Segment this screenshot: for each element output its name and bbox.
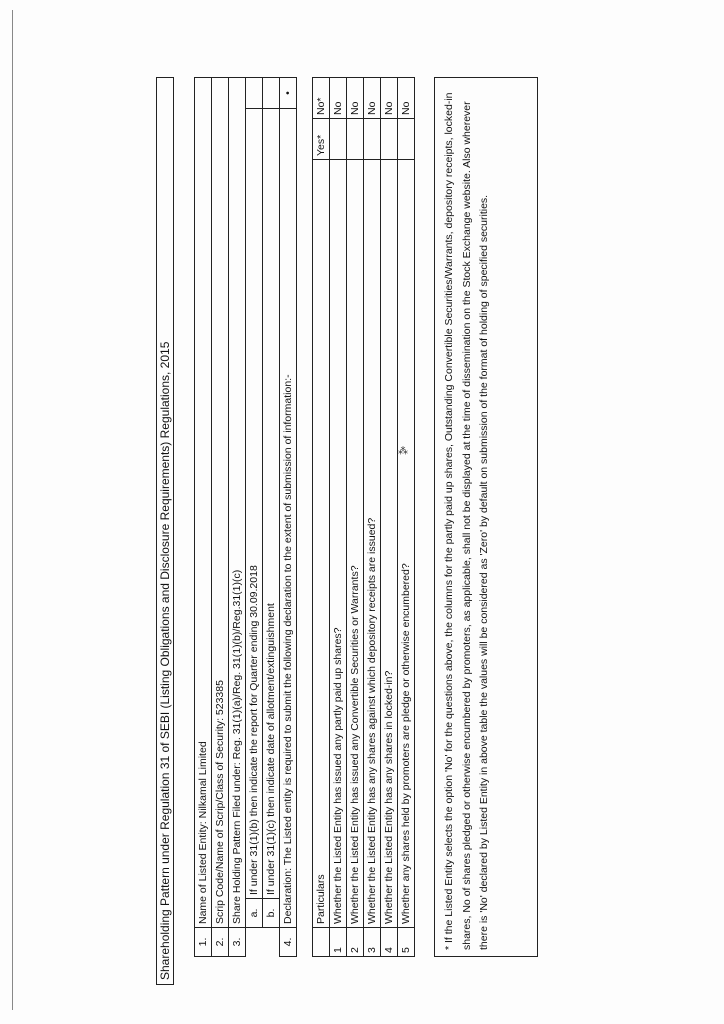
entity-info-table [194,77,297,957]
no-cell: No [381,78,398,119]
yes-cell [330,119,347,160]
yes-header: Yes* [313,119,330,160]
question-number: 5 [398,928,415,957]
no-cell: No [398,78,415,119]
row-number: 1. [195,928,212,957]
question-text: Whether the Listed Entity has issued any Convertible Securities or Warrants? [347,160,364,928]
no-cell: No [364,78,381,119]
table-row [212,78,229,957]
table-row [381,78,398,957]
question-text: Whether any shares held by promoters are pledge or otherwise encumbered? [398,160,415,928]
declaration-text: Declaration: The Listed entity is required to submit the following declaration to the extent of submission of information:- [280,109,297,928]
question-number: 4 [381,928,398,957]
subrow-label: b. [263,899,280,928]
row-number: 4. [280,928,297,957]
particulars-header: Particulars [313,160,330,928]
yes-cell [398,119,415,160]
question-text: Whether the Listed Entity has any shares against which depository receipts are issued? [364,160,381,928]
yes-cell [347,119,364,160]
punch-mark: ⁂ [398,446,408,457]
question-text: Whether the Listed Entity has issued any partly paid up shares? [330,160,347,928]
row-text: Name of Listed Entity: Nilkamal Limited [195,78,212,928]
question-number: 2 [347,928,364,957]
no-header: No* [313,78,330,119]
subrow-text: If under 31(1)(c) then indicate date of allotment/extinguishment [263,109,280,899]
question-number: 3 [364,928,381,957]
table-row [364,78,381,957]
table-row [246,78,263,957]
table-row [330,78,347,957]
page-title: Shareholding Pattern under Regulation 31 of SEBI (Listing Obligations and Disclosure Requirements) Regulations, 2015 [156,77,174,985]
table-row [263,78,280,957]
row-number: 3. [229,928,246,957]
table-row [398,78,415,957]
scan-edge-line [12,10,13,1010]
row-text: Scrip Code/Name of Scrip/Class of Security: 523385 [212,78,229,928]
rotated-content [156,75,556,985]
table-header-row [313,78,330,957]
declaration-mark: • [280,78,297,109]
row-text: Share Holding Pattern Filed under: Reg. 31(1)(a)/Reg. 31(1)(b)/Reg.31(1)(c) [229,78,246,928]
question-number: 1 [330,928,347,957]
table-row [229,78,246,957]
subrow-text: If under 31(1)(b) then indicate the report for Quarter ending 30.09.2018 [246,109,263,899]
yes-cell [364,119,381,160]
table-row [280,78,297,957]
question-text: Whether the Listed Entity has any shares in locked-in? [381,160,398,928]
subrow-label: a. [246,899,263,928]
row-number: 2. [212,928,229,957]
no-cell: No [330,78,347,119]
table-row [347,78,364,957]
no-cell: No [347,78,364,119]
declaration-questions-table [312,77,415,957]
table-row [195,78,212,957]
yes-cell [381,119,398,160]
footnote: * If the Listed Entity selects the option 'No' for the questions above, the columns for the partly paid up shares, Outstanding Convertible Securities/Warrants, depository receipts, locked-in shares, No of shares pledged or otherwise encumbered by promoters, as applicable, shall not be displayed at the time of dissemination on the Stock Exchange website. Also wherever there is 'No' declared by Listed Entity in above table the values will be considered as 'Zero' by default on submission of the format of holding of specified securities. [434,77,538,957]
